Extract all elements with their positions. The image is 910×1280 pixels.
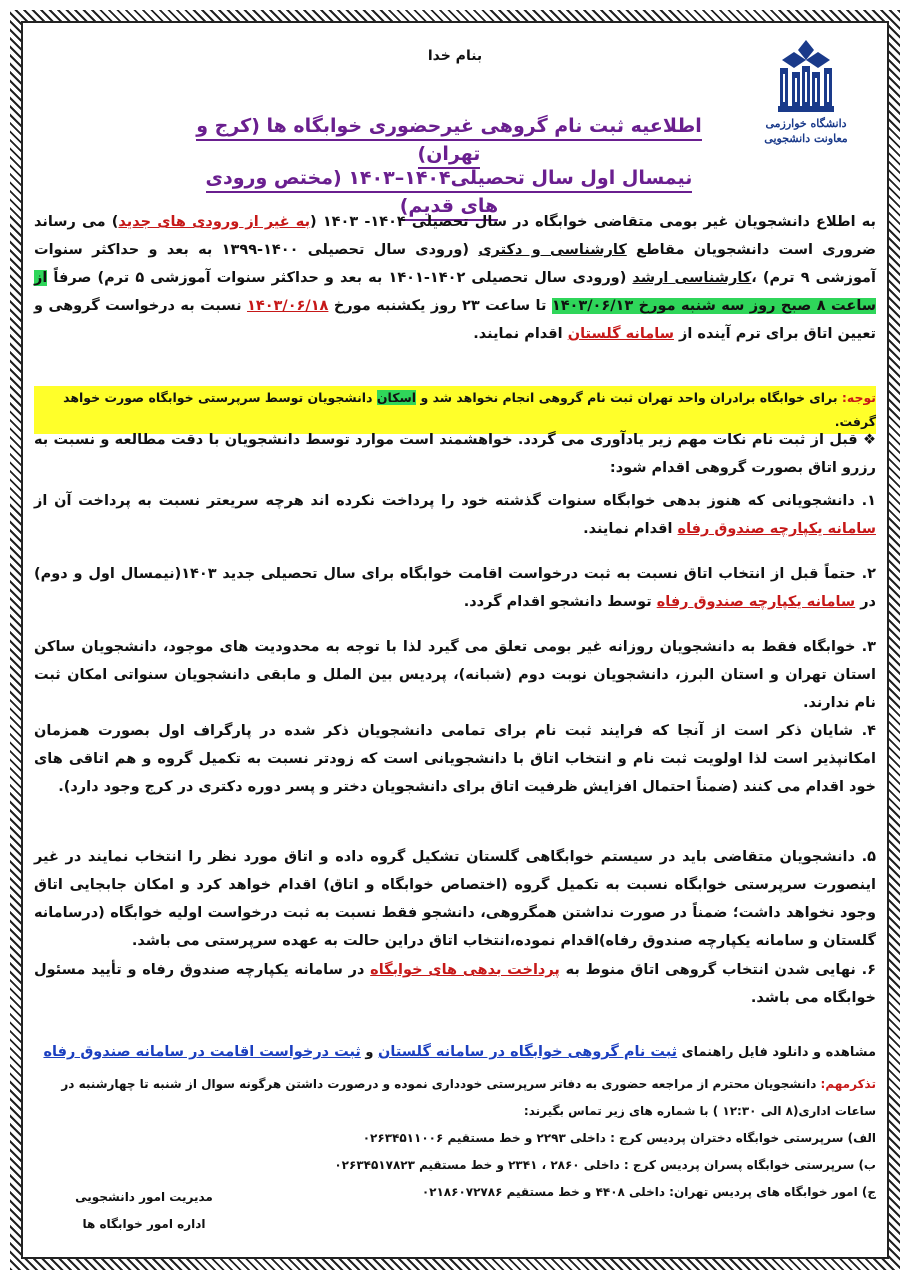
contact-karaj-boys: ب) سرپرستی خوابگاه پسران پردیس کرج : داخلی ۲۸۶۰ ، ۲۳۴۱ و خط مستقیم ۰۲۶۳۴۵۱۷۸۲۳ (334, 1158, 876, 1172)
announcement-title: اطلاعیه ثبت نام گروهی غیرحضوری خوابگاه ها (کرج و تهران) (184, 112, 714, 168)
basmala: بنام خدا (427, 48, 483, 64)
list-item: ۳. خوابگاه فقط به دانشجویان روزانه غیر بومی تعلق می گیرد لذا با توجه به محدودیت های موجود، دانشجویان ساکن استان تهران و استان البرز، دانشجویان نوبت دوم (شبانه)، پردیس بین الملل و مابقی دانشجویان سنواتی امکان ثبت نام ندارند. (34, 639, 876, 711)
golestan-system-link: سامانه گلستان (567, 326, 674, 342)
signature-line1: مدیریت امور دانشجویی (75, 1190, 213, 1204)
welfare-guide-link[interactable]: ثبت درخواست اقامت در سامانه صندوق رفاه (43, 1044, 361, 1060)
logo-department-name: معاونت دانشجویی (764, 132, 848, 145)
contact-tehran: ج) امور خوابگاه های پردیس تهران: داخلی ۴۴۰۸ و خط مستقیم ۰۲۱۸۶۰۷۲۷۸۶ (421, 1185, 876, 1199)
logo-university-name: دانشگاه خوارزمی (765, 117, 847, 130)
signature-line2: اداره امور خوابگاه ها (82, 1217, 206, 1231)
end-date: ۱۴۰۳/۰۶/۱۸ (247, 298, 329, 314)
welfare-fund-system-link: سامانه یکپارچه صندوق رفاه (656, 594, 856, 610)
guide-download-line: مشاهده و دانلود فایل راهنمای ثبت نام گروهی خوابگاه در سامانه گلستان و ثبت درخواست اقامت در سامانه صندوق رفاه (43, 1044, 876, 1060)
welfare-fund-system-link: سامانه یکپارچه صندوق رفاه (677, 521, 876, 537)
dorm-debt-payment: پرداخت بدهی های خوابگاه (370, 962, 560, 978)
list-item: ۶. نهایی شدن انتخاب گروهی اتاق منوط به پرداخت بدهی های خوابگاه در سامانه یکپارچه صندوق رفاه و تأیید مسئول خوابگاه می باشد. (34, 962, 876, 1006)
contact-karaj-girls: الف) سرپرستی خوابگاه دختران پردیس کرج : داخلی ۲۲۹۳ و خط مستقیم ۰۲۶۳۴۵۱۱۰۰۶ (362, 1131, 876, 1145)
golestan-guide-link[interactable]: ثبت نام گروهی خوابگاه در سامانه گلستان (378, 1044, 678, 1060)
start-date-highlight: از ساعت ۸ صبح روز سه شنبه مورخ ۱۴۰۳/۰۶/۱۳ (34, 270, 877, 314)
preface-paragraph: ❖ قبل از ثبت نام نکات مهم زیر یادآوری می گردد. خواهشمند است موارد توسط دانشجویان با دقت مطالعه و نسبت به رزرو اتاق بصورت گروهی اقدام شود: (34, 432, 876, 476)
list-item: ۱. دانشجویانی که هنوز بدهی خوابگاه سنوات گذشته خود را پرداخت نکرده اند هرچه سریعتر نسبت به پرداخت آن از سامانه یکپارچه صندوق رفاه اقدام نمایند. (34, 493, 876, 537)
new-entrants-exception: به غیر از ورودی های جدید (118, 214, 311, 230)
announcement-subtitle: نیمسال اول سال تحصیلی۱۴۰۴–۱۴۰۳ (مختص ورودی های قدیم) (184, 164, 714, 220)
university-logo (756, 38, 856, 168)
list-item: ۵. دانشجویان متقاضی باید در سیستم خوابگاهی گلستان تشکیل گروه داده و اتاق مورد نظر را انتخاب نمایند در غیر اینصورت سرپرستی خوابگاه نسبت به تکمیل گروه (اختصاص خوابگاه و اتاق) اقدام خواهد کرد و امکان جابجایی اتاق وجود نخواهد داشت؛ ضمناً در صورت نداشتن همگروهی، دانشجو فقط نسبت به ثبت درخواست اولیه خوابگاه (درسامانه گلستان و سامانه یکپارچه صندوق رفاه)اقدام نموده،انتخاب اتاق دراین حالت به عهده سرپرستی می باشد. (34, 849, 876, 949)
kharazmi-emblem-icon (774, 38, 838, 116)
announcement-page (34, 28, 876, 1248)
list-item: ۲. حتماً قبل از انتخاب اتاق نسبت به ثبت درخواست اقامت خوابگاه برای سال تحصیلی جدید ۱۴۰۳(نیمسال اول و دوم) در سامانه یکپارچه صندوق رفاه توسط دانشجو اقدام گردد. (34, 566, 876, 610)
note-banner: توجه: برای خوابگاه برادران واحد تهران ثبت نام گروهی انجام نخواهد شد و اسکان دانشجویان توسط سرپرستی خوابگاه صورت خواهد گرفت. (34, 386, 876, 434)
important-reminder: تذکرمهم: دانشجویان محترم از مراجعه حضوری به دفاتر سرپرستی خودداری نموده و درصورت داشتن هرگونه سوال از شنبه تا چهارشنبه در ساعات اداری(۸ الی ۱۲:۳۰ ) با شماره های زیر تماس بگیرند: (61, 1077, 876, 1118)
list-item: ۴. شایان ذکر است از آنجا که فرایند ثبت نام برای تمامی دانشجویان ذکر شده در پارگراف اول بصورت همزمان امکانپذیر است لذا اولویت ثبت نام و انتخاب اتاق با دانشجویانی است که زودتر نسبت به تکمیل گروه و هم اتاقی های خود اقدام می کنند (ضمناً احتمال افزایش ظرفیت اتاق برای دانشجویان دختر و پسر دوره دکتری در کرج وجود دارد). (34, 723, 876, 795)
intro-paragraph: به اطلاع دانشجویان غیر بومی متقاضی خوابگاه در سال تحصیلی ۱۴۰۴- ۱۴۰۳ (به غیر از ورودی های جدید) می رساند ضروری است دانشجویان مقاطع کارشناسی و دکتری (ورودی سال تحصیلی ۱۴۰۰-۱۳۹۹ به بعد و حداکثر سنوات آموزشی ۹ ترم) ،کارشناسی ارشد (ورودی سال تحصیلی ۱۴۰۲-۱۴۰۱ به بعد و حداکثر سنوات آموزشی ۵ ترم) صرفاً از ساعت ۸ صبح روز سه شنبه مورخ ۱۴۰۳/۰۶/۱۳ تا ساعت ۲۳ روز یکشنبه مورخ ۱۴۰۳/۰۶/۱۸ نسبت به درخواست گروهی و تعیین اتاق برای ترم آینده از سامانه گلستان اقدام نمایند. (34, 214, 877, 342)
